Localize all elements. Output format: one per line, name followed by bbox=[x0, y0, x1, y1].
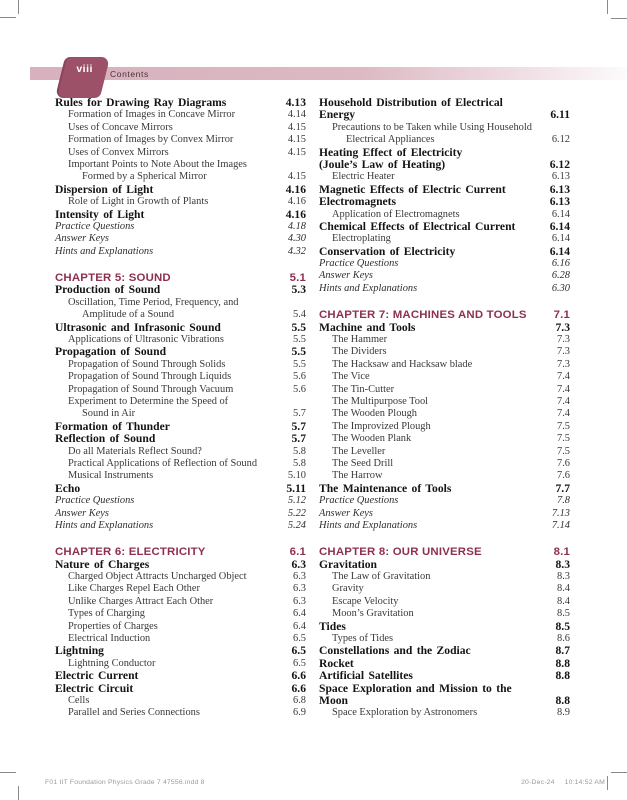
toc-entry-page: 5.8 bbox=[293, 445, 306, 457]
toc-row bbox=[319, 346, 570, 358]
toc-entry-title: The Vice bbox=[332, 371, 370, 383]
toc-entry-page: 7.5 bbox=[557, 433, 570, 445]
toc-row bbox=[55, 196, 306, 208]
toc-entry-title: CHAPTER 8: OUR UNIVERSE bbox=[319, 546, 482, 559]
toc-entry-title: Gravity bbox=[332, 583, 364, 595]
toc-entry-page: 5.7 bbox=[291, 432, 306, 446]
toc-entry-page: 5.5 bbox=[291, 345, 306, 359]
toc-row bbox=[55, 695, 306, 707]
toc-columns bbox=[55, 97, 571, 720]
toc-entry-title: Hints and Explanations bbox=[319, 282, 418, 294]
toc-entry-title: The Maintenance of Tools bbox=[319, 481, 452, 495]
toc-entry-title: Cells bbox=[68, 694, 90, 706]
crop-mark-top-left-v bbox=[18, 0, 19, 14]
toc-row bbox=[55, 683, 306, 695]
toc-row bbox=[55, 433, 306, 445]
toc-row bbox=[55, 371, 306, 383]
toc-row bbox=[319, 97, 570, 109]
toc-entry-title: Electric Heater bbox=[332, 171, 395, 183]
toc-entry-page: 6.14 bbox=[549, 219, 570, 233]
toc-entry-page: 5.6 bbox=[293, 371, 306, 383]
toc-row bbox=[319, 508, 570, 520]
toc-entry-page: 6.14 bbox=[551, 208, 570, 220]
toc-entry-title: Dispersion of Light bbox=[55, 182, 154, 196]
toc-row bbox=[319, 283, 570, 295]
toc-entry-title: Hints and Explanations bbox=[319, 519, 418, 531]
toc-row bbox=[319, 371, 570, 383]
toc-entry-title: CHAPTER 7: MACHINES AND TOOLS bbox=[319, 309, 527, 322]
toc-entry-page: 5.7 bbox=[293, 408, 306, 420]
toc-entry-page: 5.5 bbox=[291, 320, 306, 334]
toc-row bbox=[55, 621, 306, 633]
toc-row bbox=[55, 159, 306, 171]
toc-entry-page: 7.4 bbox=[557, 371, 570, 383]
toc-entry-page: 5.7 bbox=[291, 419, 306, 433]
toc-entry-title: Sound in Air bbox=[82, 408, 136, 420]
toc-entry-title: Constellations and the Zodiac bbox=[319, 644, 471, 658]
toc-row bbox=[319, 645, 570, 657]
toc-row bbox=[319, 707, 570, 719]
toc-row bbox=[319, 421, 570, 433]
toc-row bbox=[319, 571, 570, 583]
toc-entry-title: The Wooden Plough bbox=[332, 408, 417, 420]
toc-entry-title: Answer Keys bbox=[55, 233, 109, 245]
toc-entry-title: Uses of Convex Mirrors bbox=[68, 146, 169, 158]
page-number-tab bbox=[55, 57, 110, 98]
toc-entry-title: Practice Questions bbox=[55, 220, 135, 232]
toc-entry-title: Propagation of Sound bbox=[55, 345, 167, 359]
toc-row bbox=[55, 246, 306, 258]
toc-row bbox=[55, 221, 306, 233]
toc-row bbox=[55, 446, 306, 458]
toc-entry-title: Charged Object Attracts Uncharged Object bbox=[68, 571, 247, 583]
toc-entry-page: 6.14 bbox=[551, 233, 570, 245]
toc-chapter-row bbox=[319, 546, 570, 558]
toc-entry-page: 5.11 bbox=[286, 481, 306, 495]
toc-entry-page: 7.5 bbox=[557, 420, 570, 432]
toc-row bbox=[55, 483, 306, 495]
toc-entry-page: 6.12 bbox=[549, 157, 570, 171]
toc-entry-title: Nature of Charges bbox=[55, 557, 150, 571]
toc-entry-title: Moon bbox=[319, 693, 348, 707]
toc-row bbox=[319, 495, 570, 507]
toc-entry-page: 4.15 bbox=[287, 171, 306, 183]
toc-entry-page: 4.14 bbox=[287, 109, 306, 121]
toc-entry-page: 4.16 bbox=[287, 196, 306, 208]
toc-entry-page: 8.9 bbox=[557, 707, 570, 719]
toc-entry-page: 7.3 bbox=[557, 346, 570, 358]
toc-entry-title: Propagation of Sound Through Vacuum bbox=[68, 383, 234, 395]
toc-entry-title: Important Points to Note About the Images bbox=[68, 158, 247, 170]
toc-row bbox=[319, 433, 570, 445]
toc-row bbox=[319, 683, 570, 695]
toc-entry-page: 7.4 bbox=[557, 383, 570, 395]
toc-entry-title: CHAPTER 5: SOUND bbox=[55, 272, 171, 285]
toc-entry-title: Ultrasonic and Infrasonic Sound bbox=[55, 320, 221, 334]
toc-entry-title: Conservation of Electricity bbox=[319, 244, 456, 258]
toc-row bbox=[55, 122, 306, 134]
toc-entry-title: The Improvized Plough bbox=[332, 420, 431, 432]
toc-entry-title: Electroplating bbox=[332, 233, 391, 245]
toc-row bbox=[55, 408, 306, 420]
toc-row bbox=[55, 670, 306, 682]
toc-entry-title: Lightning bbox=[55, 644, 104, 658]
toc-entry-page: 6.3 bbox=[293, 595, 306, 607]
toc-row bbox=[55, 520, 306, 532]
toc-row bbox=[319, 596, 570, 608]
toc-entry-title: Intensity of Light bbox=[55, 207, 145, 221]
toc-entry-title: Artificial Satellites bbox=[319, 669, 413, 683]
toc-entry-page: 5.5 bbox=[293, 358, 306, 370]
toc-row bbox=[319, 270, 570, 282]
toc-entry-page: 7.1 bbox=[553, 309, 570, 322]
toc-row bbox=[55, 583, 306, 595]
toc-row bbox=[319, 122, 570, 134]
toc-row bbox=[319, 196, 570, 208]
toc-entry-title: Production of Sound bbox=[55, 283, 161, 297]
toc-entry-title: The Leveller bbox=[332, 445, 386, 457]
toc-row bbox=[319, 258, 570, 270]
toc-entry-title: The Tin-Cutter bbox=[332, 383, 395, 395]
toc-entry-page: 4.16 bbox=[285, 207, 306, 221]
toc-entry-page: 6.14 bbox=[549, 244, 570, 258]
toc-entry-title: Gravitation bbox=[319, 557, 377, 571]
toc-entry-title: Escape Velocity bbox=[332, 595, 399, 607]
toc-entry-title: Answer Keys bbox=[319, 270, 373, 282]
toc-entry-title: Hints and Explanations bbox=[55, 519, 154, 531]
toc-entry-page: 5.8 bbox=[293, 457, 306, 469]
toc-row bbox=[55, 359, 306, 371]
toc-row bbox=[55, 508, 306, 520]
toc-row bbox=[319, 621, 570, 633]
footer-date: 20-Dec-24 bbox=[521, 779, 555, 786]
toc-entry-page: 8.4 bbox=[557, 595, 570, 607]
toc-entry-title: The Hacksaw and Hacksaw blade bbox=[332, 358, 473, 370]
toc-entry-title: Electrical Appliances bbox=[346, 134, 435, 146]
crop-mark-bottom-left-h bbox=[0, 772, 16, 773]
toc-entry-page: 6.16 bbox=[551, 258, 570, 270]
toc-entry-title: Household Distribution of Electrical bbox=[319, 96, 503, 109]
toc-row bbox=[55, 346, 306, 358]
toc-entry-title: Oscillation, Time Period, Frequency, and bbox=[68, 296, 239, 308]
toc-row bbox=[319, 233, 570, 245]
toc-entry-title: Electrical Induction bbox=[68, 633, 151, 645]
toc-entry-title: Rocket bbox=[319, 656, 354, 670]
toc-entry-title: Types of Charging bbox=[68, 608, 146, 620]
toc-entry-page: 6.28 bbox=[551, 270, 570, 282]
toc-entry-title: Precautions to be Taken while Using Household bbox=[332, 121, 532, 133]
toc-row bbox=[55, 707, 306, 719]
toc-entry-title: Formation of Thunder bbox=[55, 419, 170, 433]
toc-entry-page: 5.12 bbox=[287, 495, 306, 507]
toc-entry-title: The Seed Drill bbox=[332, 457, 394, 469]
toc-entry-page: 6.6 bbox=[291, 669, 306, 683]
footer bbox=[45, 779, 605, 786]
toc-entry-page: 6.3 bbox=[293, 583, 306, 595]
page-number-label: viii bbox=[76, 63, 93, 75]
toc-entry-title: Hints and Explanations bbox=[55, 245, 154, 257]
toc-row bbox=[319, 559, 570, 571]
toc-row bbox=[55, 645, 306, 657]
toc-entry-title: Heating Effect of Electricity bbox=[319, 145, 463, 159]
toc-entry-page: 4.32 bbox=[287, 245, 306, 257]
toc-entry-title: CHAPTER 6: ELECTRICITY bbox=[55, 546, 206, 559]
toc-entry-title: The Wooden Plank bbox=[332, 433, 412, 445]
toc-entry-title: Practical Applications of Reflection of Sound bbox=[68, 457, 258, 469]
toc-entry-page: 6.3 bbox=[293, 571, 306, 583]
toc-row bbox=[55, 233, 306, 245]
toc-entry-page: 5.4 bbox=[293, 309, 306, 321]
toc-entry-title: Practice Questions bbox=[55, 495, 135, 507]
toc-row bbox=[55, 309, 306, 321]
toc-entry-page: 6.12 bbox=[551, 134, 570, 146]
toc-entry-title: Unlike Charges Attract Each Other bbox=[68, 595, 214, 607]
toc-entry-page: 5.3 bbox=[291, 283, 306, 297]
toc-entry-title: Electric Circuit bbox=[55, 681, 134, 695]
toc-entry-page: 4.16 bbox=[285, 182, 306, 196]
toc-entry-page: 6.5 bbox=[293, 633, 306, 645]
toc-entry-page: 6.13 bbox=[551, 171, 570, 183]
toc-entry-page: 8.7 bbox=[555, 644, 570, 658]
toc-entry-page: 6.30 bbox=[551, 282, 570, 294]
toc-entry-page: 5.24 bbox=[287, 519, 306, 531]
toc-entry-page: 6.8 bbox=[293, 694, 306, 706]
toc-entry-page: 6.9 bbox=[293, 707, 306, 719]
toc-entry-page: 8.3 bbox=[557, 571, 570, 583]
toc-entry-title: Practice Questions bbox=[319, 258, 399, 270]
toc-entry-title: The Harrow bbox=[332, 470, 383, 482]
crop-mark-bottom-left-v bbox=[18, 786, 19, 800]
toc-entry-title: Magnetic Effects of Electric Current bbox=[319, 182, 506, 196]
toc-entry-page: 5.1 bbox=[289, 272, 306, 285]
toc-entry-page: 8.5 bbox=[557, 608, 570, 620]
toc-row bbox=[319, 583, 570, 595]
toc-row bbox=[319, 408, 570, 420]
toc-column-right bbox=[319, 97, 570, 720]
toc-entry-page: 7.3 bbox=[557, 358, 570, 370]
toc-entry-page: 4.30 bbox=[287, 233, 306, 245]
toc-entry-title: Lightning Conductor bbox=[68, 657, 156, 669]
toc-row bbox=[319, 520, 570, 532]
toc-row bbox=[55, 571, 306, 583]
toc-entry-page: 4.15 bbox=[287, 121, 306, 133]
toc-entry-title: Types of Tides bbox=[332, 633, 394, 645]
toc-entry-title: The Hammer bbox=[332, 334, 388, 346]
toc-entry-page: 8.6 bbox=[557, 633, 570, 645]
toc-entry-title: Applications of Ultrasonic Vibrations bbox=[68, 334, 224, 346]
toc-row bbox=[319, 334, 570, 346]
toc-entry-page: 5.6 bbox=[293, 383, 306, 395]
toc-entry-page: 6.4 bbox=[293, 608, 306, 620]
toc-entry-title: Energy bbox=[319, 108, 356, 122]
toc-entry-page: 8.8 bbox=[555, 656, 570, 670]
toc-row bbox=[55, 596, 306, 608]
toc-chapter-row bbox=[319, 309, 570, 321]
toc-entry-title: Echo bbox=[55, 481, 81, 495]
toc-entry-page: 8.1 bbox=[553, 546, 570, 559]
toc-row bbox=[55, 384, 306, 396]
toc-row bbox=[319, 109, 570, 121]
toc-entry-title: Application of Electromagnets bbox=[332, 208, 460, 220]
toc-entry-title: Answer Keys bbox=[319, 507, 373, 519]
toc-entry-page: 7.3 bbox=[555, 320, 570, 334]
toc-entry-title: Like Charges Repel Each Other bbox=[68, 583, 200, 595]
toc-row bbox=[55, 109, 306, 121]
toc-entry-page: 6.1 bbox=[289, 546, 306, 559]
toc-row bbox=[319, 384, 570, 396]
toc-entry-page: 8.8 bbox=[555, 669, 570, 683]
footer-timestamp bbox=[511, 779, 605, 786]
toc-row bbox=[55, 396, 306, 408]
toc-row bbox=[319, 134, 570, 146]
toc-entry-page: 7.6 bbox=[557, 470, 570, 482]
toc-entry-title: The Multipurpose Tool bbox=[332, 395, 429, 407]
toc-entry-title: Electromagnets bbox=[319, 195, 397, 209]
toc-entry-page: 8.4 bbox=[557, 583, 570, 595]
toc-entry-title: Propagation of Sound Through Liquids bbox=[68, 371, 232, 383]
toc-entry-title: Answer Keys bbox=[55, 507, 109, 519]
toc-entry-page: 6.4 bbox=[293, 620, 306, 632]
toc-entry-page: 7.7 bbox=[555, 481, 570, 495]
crop-mark-bottom-right-v bbox=[607, 776, 608, 790]
toc-row bbox=[55, 495, 306, 507]
toc-row bbox=[319, 359, 570, 371]
toc-entry-page: 8.3 bbox=[555, 557, 570, 571]
toc-row bbox=[55, 147, 306, 159]
toc-entry-title: Space Exploration by Astronomers bbox=[332, 707, 478, 719]
toc-row bbox=[319, 159, 570, 171]
toc-row bbox=[319, 396, 570, 408]
toc-entry-page: 7.5 bbox=[557, 445, 570, 457]
toc-row bbox=[55, 297, 306, 309]
toc-entry-title: Tides bbox=[319, 619, 346, 633]
toc-row bbox=[319, 171, 570, 183]
crop-mark-top-left-h bbox=[0, 17, 16, 18]
toc-entry-page: 7.4 bbox=[557, 408, 570, 420]
toc-row bbox=[55, 458, 306, 470]
toc-entry-title: The Dividers bbox=[332, 346, 387, 358]
toc-entry-page: 6.5 bbox=[293, 657, 306, 669]
toc-entry-title: Machine and Tools bbox=[319, 320, 416, 334]
toc-chapter-row bbox=[55, 546, 306, 558]
toc-entry-page: 7.6 bbox=[557, 457, 570, 469]
toc-entry-title: Practice Questions bbox=[319, 495, 399, 507]
toc-entry-page: 5.5 bbox=[293, 334, 306, 346]
toc-entry-title: Formed by a Spherical Mirror bbox=[82, 171, 207, 183]
toc-row bbox=[55, 322, 306, 334]
toc-row bbox=[319, 322, 570, 334]
toc-entry-page: 4.13 bbox=[285, 96, 306, 109]
toc-row bbox=[319, 221, 570, 233]
toc-entry-title: Properties of Charges bbox=[68, 620, 158, 632]
toc-row bbox=[319, 670, 570, 682]
toc-row bbox=[55, 209, 306, 221]
toc-entry-title: Experiment to Determine the Speed of bbox=[68, 395, 229, 407]
toc-row bbox=[319, 446, 570, 458]
toc-row bbox=[55, 284, 306, 296]
toc-entry-page: 7.14 bbox=[551, 519, 570, 531]
toc-row bbox=[55, 171, 306, 183]
toc-row bbox=[319, 483, 570, 495]
toc-entry-title: Reflection of Sound bbox=[55, 432, 156, 446]
crop-mark-top-right-h bbox=[611, 18, 627, 19]
toc-entry-page: 6.11 bbox=[550, 108, 570, 122]
toc-row bbox=[55, 608, 306, 620]
toc-row bbox=[319, 470, 570, 482]
toc-row bbox=[55, 470, 306, 482]
toc-entry-page: 5.10 bbox=[287, 470, 306, 482]
toc-entry-page: 8.5 bbox=[555, 619, 570, 633]
toc-entry-title: (Joule’s Law of Heating) bbox=[319, 157, 446, 171]
toc-column-left bbox=[55, 97, 306, 720]
toc-entry-title: The Law of Gravitation bbox=[332, 571, 431, 583]
toc-entry-page: 4.18 bbox=[287, 220, 306, 232]
toc-row bbox=[55, 134, 306, 146]
toc-row bbox=[319, 695, 570, 707]
toc-entry-title: Formation of Images in Concave Mirror bbox=[68, 109, 236, 121]
toc-entry-title: Uses of Concave Mirrors bbox=[68, 121, 173, 133]
toc-entry-title: Do all Materials Reflect Sound? bbox=[68, 445, 202, 457]
toc-entry-page: 6.5 bbox=[291, 644, 306, 658]
toc-entry-page: 6.13 bbox=[549, 195, 570, 209]
toc-entry-title: Musical Instruments bbox=[68, 470, 154, 482]
toc-row bbox=[55, 184, 306, 196]
toc-entry-page: 7.13 bbox=[551, 507, 570, 519]
toc-row bbox=[55, 559, 306, 571]
toc-entry-title: Space Exploration and Mission to the bbox=[319, 681, 512, 695]
toc-entry-title: Electric Current bbox=[55, 669, 139, 683]
section-title: Contents bbox=[110, 69, 149, 79]
toc-entry-page: 6.6 bbox=[291, 681, 306, 695]
footer-filename: F01 IIT Foundation Physics Grade 7 47556.indd 8 bbox=[45, 779, 205, 786]
toc-entry-title: Amplitude of a Sound bbox=[82, 309, 175, 321]
toc-entry-title: Rules for Drawing Ray Diagrams bbox=[55, 96, 227, 109]
toc-entry-page: 4.15 bbox=[287, 134, 306, 146]
toc-row bbox=[319, 458, 570, 470]
toc-entry-title: Propagation of Sound Through Solids bbox=[68, 358, 226, 370]
toc-entry-page: 7.3 bbox=[557, 334, 570, 346]
toc-entry-page: 4.15 bbox=[287, 146, 306, 158]
toc-row bbox=[55, 97, 306, 109]
toc-entry-page: 7.8 bbox=[557, 495, 570, 507]
toc-entry-title: Chemical Effects of Electrical Current bbox=[319, 219, 516, 233]
footer-time: 10:14:52 AM bbox=[564, 779, 605, 786]
toc-row bbox=[319, 246, 570, 258]
toc-entry-page: 6.13 bbox=[549, 182, 570, 196]
toc-entry-title: Role of Light in Growth of Plants bbox=[68, 196, 209, 208]
toc-entry-page: 5.22 bbox=[287, 507, 306, 519]
toc-entry-title: Formation of Images by Convex Mirror bbox=[68, 134, 234, 146]
crop-mark-bottom-right-h bbox=[611, 772, 627, 773]
toc-entry-page: 7.4 bbox=[557, 395, 570, 407]
toc-entry-page: 8.8 bbox=[555, 693, 570, 707]
toc-entry-page: 6.3 bbox=[291, 557, 306, 571]
toc-entry-title: Parallel and Series Connections bbox=[68, 707, 200, 719]
toc-row bbox=[319, 608, 570, 620]
crop-mark-top-right-v bbox=[607, 0, 608, 14]
toc-entry-title: Moon’s Gravitation bbox=[332, 608, 414, 620]
